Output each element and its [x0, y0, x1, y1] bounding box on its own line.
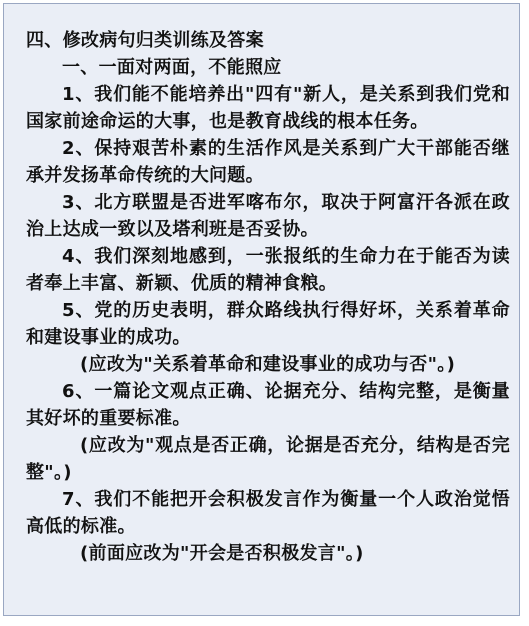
sentence-item-6: 6、一篇论文观点正确、论据充分、结构完整，是衡量其好坏的重要标准。 — [26, 381, 510, 429]
section-title: 四、修改病句归类训练及答案 — [26, 30, 264, 51]
sentence-item-5: 5、党的历史表明，群众路线执行得好坏，关系着革命和建设事业的成功。 — [26, 300, 510, 348]
sentence-item-1: 1、我们能不能培养出"四有"新人，是关系到我们党和国家前途命运的大事，也是教育战线的根本任务。 — [26, 84, 510, 132]
sentence-item-7: 7、我们不能把开会积极发言作为衡量一个人政治觉悟高低的标准。 — [26, 489, 510, 537]
answer-note-6: (应改为"观点是否正确，论据是否充分，结构是否完整"。) — [26, 435, 510, 483]
document-body — [26, 27, 510, 567]
answer-note-7: (前面应改为"开会是否积极发言"。) — [80, 543, 364, 564]
sentence-item-2: 2、保持艰苦朴素的生活作风是关系到广大干部能否继承并发扬革命传统的大问题。 — [26, 138, 510, 186]
sentence-item-3: 3、北方联盟是否进军喀布尔，取决于阿富汗各派在政治上达成一致以及塔利班是否妥协。 — [26, 192, 510, 240]
content-panel — [3, 3, 520, 616]
section-subtitle: 一、一面对两面，不能照应 — [62, 57, 282, 78]
answer-note-5: (应改为"关系着革命和建设事业的成功与否"。) — [80, 354, 456, 375]
sentence-item-4: 4、我们深刻地感到，一张报纸的生命力在于能否为读者奉上丰富、新颖、优质的精神食粮。 — [26, 246, 510, 294]
